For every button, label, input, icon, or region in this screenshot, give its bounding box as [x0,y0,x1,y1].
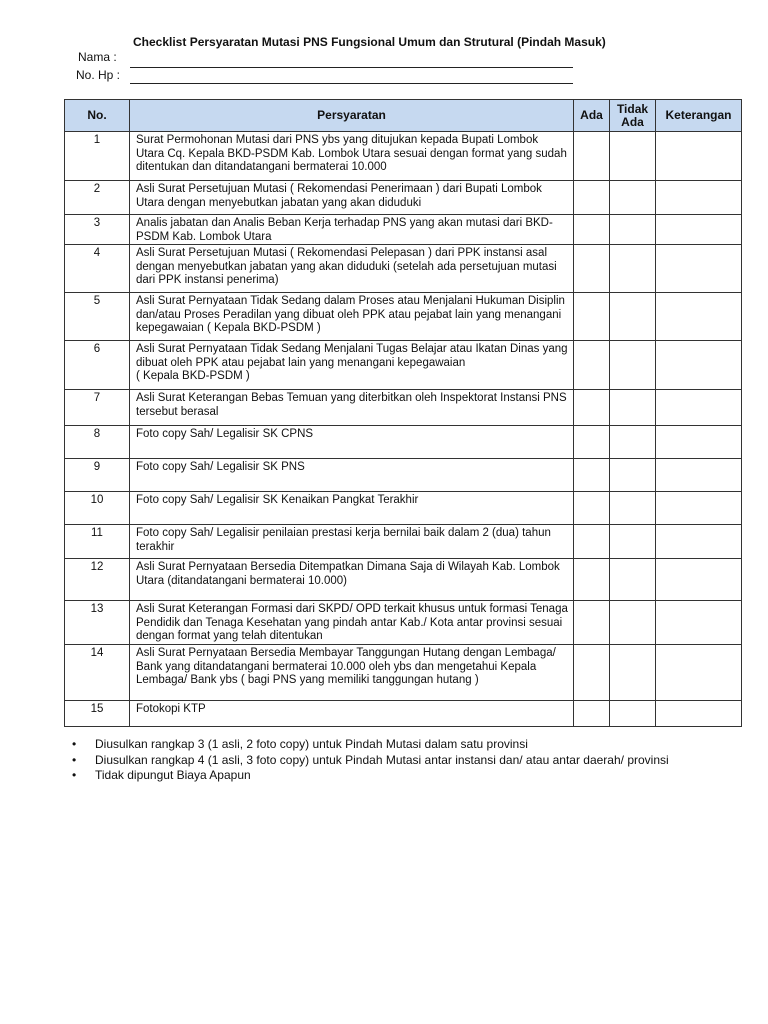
tidak-ada-checkbox-cell[interactable] [610,215,656,245]
nama-field-line[interactable] [130,67,573,68]
header-keterangan: Keterangan [656,100,742,132]
keterangan-cell[interactable] [656,644,742,700]
row-number-cell: 1 [65,132,130,181]
requirement-cell: Foto copy Sah/ Legalisir SK CPNS [130,426,574,459]
ada-checkbox-cell[interactable] [574,700,610,726]
requirements-table [64,99,742,727]
ada-checkbox-cell[interactable] [574,644,610,700]
table-header-row [65,100,742,132]
note-text: Tidak dipungut Biaya Apapun [95,768,251,782]
note-item [72,753,669,769]
ada-checkbox-cell[interactable] [574,132,610,181]
tidak-ada-checkbox-cell[interactable] [610,459,656,492]
keterangan-cell[interactable] [656,132,742,181]
table-row [65,293,742,341]
tidak-ada-checkbox-cell[interactable] [610,601,656,645]
tidak-ada-checkbox-cell[interactable] [610,245,656,293]
document-title: Checklist Persyaratan Mutasi PNS Fungsional Umum dan Strutural (Pindah Masuk) [133,35,606,49]
row-number-cell: 4 [65,245,130,293]
table-row [65,525,742,559]
keterangan-cell[interactable] [656,215,742,245]
keterangan-cell[interactable] [656,245,742,293]
table-row [65,181,742,215]
ada-checkbox-cell[interactable] [574,245,610,293]
bullet-icon: • [72,768,77,782]
table-row [65,215,742,245]
requirement-cell: Asli Surat Pernyataan Bersedia Membayar Tanggungan Hutang dengan Lembaga/ Bank yang ditandatangani bermaterai 10.000 oleh ybs dan mengetahui Kepala Lembaga/ Bank ybs ( bagi PNS yang memiliki tanggungan hutang ) [130,644,574,700]
row-number-cell: 11 [65,525,130,559]
hp-label: No. Hp : [76,68,121,82]
header-tidak-ada [610,100,656,132]
ada-checkbox-cell[interactable] [574,601,610,645]
tidak-ada-checkbox-cell[interactable] [610,132,656,181]
tidak-ada-checkbox-cell[interactable] [610,293,656,341]
row-number-cell: 3 [65,215,130,245]
header-tidak-ada-label: Tidak Ada [616,101,649,129]
row-number-cell: 5 [65,293,130,341]
table-row [65,426,742,459]
tidak-ada-checkbox-cell[interactable] [610,644,656,700]
table-row [65,341,742,390]
requirement-cell: Asli Surat Pernyataan Tidak Sedang Menjalani Tugas Belajar atau Ikatan Dinas yang dibuat oleh PPK atau pejabat lain yang menangani kepegawaian ( Kepala BKD-PSDM ) [130,341,574,390]
requirement-cell: Fotokopi KTP [130,700,574,726]
table-row [65,700,742,726]
ada-checkbox-cell[interactable] [574,559,610,601]
tidak-ada-checkbox-cell[interactable] [610,492,656,525]
tidak-ada-checkbox-cell[interactable] [610,559,656,601]
ada-checkbox-cell[interactable] [574,390,610,426]
tidak-ada-checkbox-cell[interactable] [610,426,656,459]
note-item [72,768,669,784]
keterangan-cell[interactable] [656,525,742,559]
ada-checkbox-cell[interactable] [574,181,610,215]
note-text: Diusulkan rangkap 3 (1 asli, 2 foto copy) untuk Pindah Mutasi dalam satu provinsi [95,737,528,751]
tidak-ada-checkbox-cell[interactable] [610,390,656,426]
keterangan-cell[interactable] [656,459,742,492]
keterangan-cell[interactable] [656,426,742,459]
row-number-cell: 13 [65,601,130,645]
row-number-cell: 15 [65,700,130,726]
keterangan-cell[interactable] [656,559,742,601]
row-number-cell: 6 [65,341,130,390]
keterangan-cell[interactable] [656,293,742,341]
notes-list [72,737,669,784]
header-persyaratan: Persyaratan [130,100,574,132]
row-number-cell: 14 [65,644,130,700]
requirement-cell: Asli Surat Persetujuan Mutasi ( Rekomendasi Penerimaan ) dari Bupati Lombok Utara dengan menyebutkan jabatan yang akan diduduki [130,181,574,215]
tidak-ada-checkbox-cell[interactable] [610,525,656,559]
bullet-icon: • [72,737,77,751]
table-row [65,132,742,181]
row-number-cell: 2 [65,181,130,215]
tidak-ada-checkbox-cell[interactable] [610,700,656,726]
requirement-cell: Asli Surat Persetujuan Mutasi ( Rekomendasi Pelepasan ) dari PPK instansi asal dengan menyebutkan jabatan yang akan diduduki (setelah ada persetujuan mutasi dari PPK instansi penerima) [130,245,574,293]
ada-checkbox-cell[interactable] [574,459,610,492]
keterangan-cell[interactable] [656,700,742,726]
row-number-cell: 9 [65,459,130,492]
tidak-ada-checkbox-cell[interactable] [610,341,656,390]
ada-checkbox-cell[interactable] [574,525,610,559]
requirement-cell: Foto copy Sah/ Legalisir SK PNS [130,459,574,492]
requirement-cell: Asli Surat Keterangan Bebas Temuan yang diterbitkan oleh Inspektorat Instansi PNS tersebut berasal [130,390,574,426]
nama-label: Nama : [78,50,117,64]
bullet-icon: • [72,752,77,767]
header-ada: Ada [574,100,610,132]
keterangan-cell[interactable] [656,390,742,426]
requirement-cell: Asli Surat Pernyataan Tidak Sedang dalam Proses atau Menjalani Hukuman Disiplin dan/atau Proses Peradilan yang dibuat oleh PPK atau pejabat lain yang menangani kepegawaian ( Kepala BKD-PSDM ) [130,293,574,341]
requirement-cell: Foto copy Sah/ Legalisir penilaian prestasi kerja bernilai baik dalam 2 (dua) tahun terakhir [130,525,574,559]
requirement-cell: Analis jabatan dan Analis Beban Kerja terhadap PNS yang akan mutasi dari BKD-PSDM Kab. Lombok Utara [130,215,574,245]
note-text: Diusulkan rangkap 4 (1 asli, 3 foto copy) untuk Pindah Mutasi antar instansi dan/ atau antar daerah/ provinsi [95,752,669,767]
row-number-cell: 8 [65,426,130,459]
table-row [65,492,742,525]
table-row [65,644,742,700]
requirement-cell: Asli Surat Keterangan Formasi dari SKPD/ OPD terkait khusus untuk formasi Tenaga Pendidik dan Tenaga Kesehatan yang pindah antar Kab./ Kota antar provinsi sesuai dengan format yang telah ditentukan [130,601,574,645]
requirement-cell: Asli Surat Pernyataan Bersedia Ditempatkan Dimana Saja di Wilayah Kab. Lombok Utara (ditandatangani bermaterai 10.000) [130,559,574,601]
hp-field-line[interactable] [130,83,573,84]
keterangan-cell[interactable] [656,492,742,525]
keterangan-cell[interactable] [656,341,742,390]
header-no: No. [65,100,130,132]
row-number-cell: 10 [65,492,130,525]
ada-checkbox-cell[interactable] [574,426,610,459]
ada-checkbox-cell[interactable] [574,215,610,245]
requirement-cell: Foto copy Sah/ Legalisir SK Kenaikan Pangkat Terakhir [130,492,574,525]
table-row [65,601,742,645]
ada-checkbox-cell[interactable] [574,293,610,341]
keterangan-cell[interactable] [656,181,742,215]
row-number-cell: 7 [65,390,130,426]
ada-checkbox-cell[interactable] [574,492,610,525]
requirement-cell: Surat Permohonan Mutasi dari PNS ybs yang ditujukan kepada Bupati Lombok Utara Cq. Kepala BKD-PSDM Kab. Lombok Utara sesuai dengan format yang sudah ditentukan dan ditandatangani bermaterai 10.000 [130,132,574,181]
table-row [65,245,742,293]
note-item [72,737,669,753]
tidak-ada-checkbox-cell[interactable] [610,181,656,215]
keterangan-cell[interactable] [656,601,742,645]
table-row [65,559,742,601]
table-row [65,459,742,492]
table-row [65,390,742,426]
row-number-cell: 12 [65,559,130,601]
ada-checkbox-cell[interactable] [574,341,610,390]
